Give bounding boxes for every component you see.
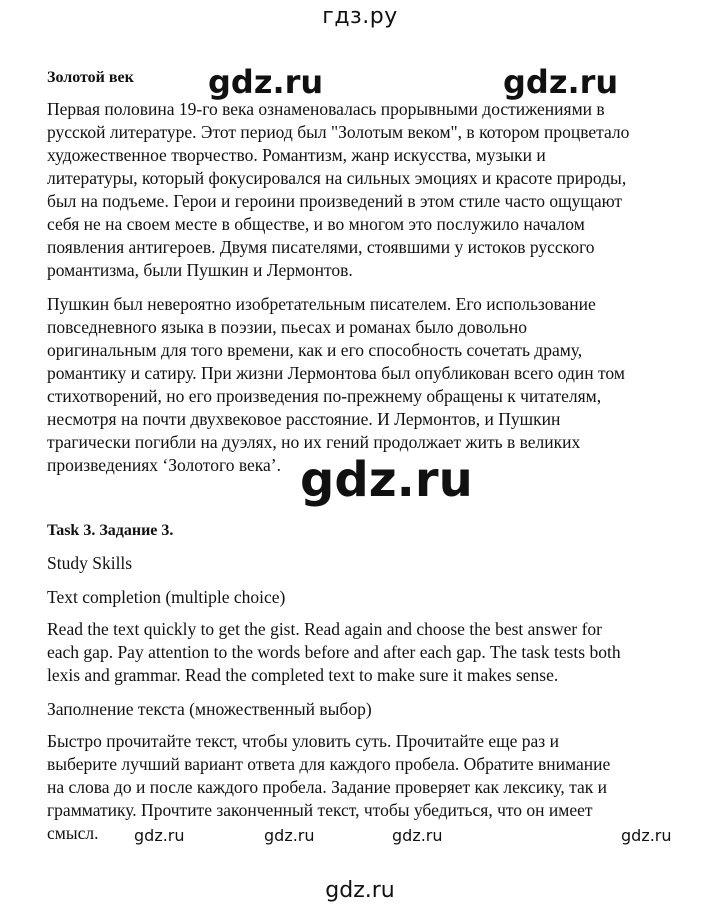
text-line: русской литературе. Этот период был "Золотым веком", в котором процветало — [47, 122, 630, 142]
task-title: Task 3. Задание 3. — [47, 522, 174, 539]
text-line: Пушкин был невероятно изобретательным писателем. Его использование — [47, 294, 596, 314]
watermark-bottom-3: gdz.ru — [392, 826, 443, 845]
text-line: романтику и сатиру. При жизни Лермонтова был опубликован всего один том — [47, 363, 625, 383]
text-line: Быстро прочитайте текст, чтобы уловить суть. Прочитайте еще раз и — [47, 731, 559, 751]
watermark-footer: gdz.ru — [325, 878, 395, 903]
subtitle-russian: Заполнение текста (множественный выбор) — [47, 699, 372, 719]
watermark-middle: gdz.ru — [300, 452, 473, 508]
text-line: each gap. Pay attention to the words before and after each gap. The task tests both — [47, 642, 621, 662]
site-header: гдз.ру — [322, 4, 398, 29]
text-line: lexis and grammar. Read the completed text to make sure it makes sense. — [47, 665, 559, 685]
text-line: романтизма, были Пушкин и Лермонтов. — [47, 260, 353, 280]
watermark-bottom-1: gdz.ru — [134, 826, 185, 845]
study-skills-label: Study Skills — [47, 553, 133, 573]
text-line: стихотворений, но его произведения по-прежнему обращены к читателям, — [47, 386, 602, 406]
text-line: был на подъеме. Герои и героини произведений в этом стиле часто ощущают — [47, 191, 623, 211]
watermark-top-right: gdz.ru — [503, 63, 619, 101]
text-line: грамматику. Прочтите законченный текст, чтобы убедиться, что он имеет — [47, 800, 593, 820]
text-line: Read the text quickly to get the gist. Read again and choose the best answer for — [47, 619, 602, 639]
text-line: себя не на своем месте в обществе, и во многом это послужило началом — [47, 214, 585, 234]
text-line: литературы, который фокусировался на сильных эмоциях и красоте природы, — [47, 168, 627, 188]
text-line: оригинальным для того времени, как и его способность сочетать драму, — [47, 340, 583, 360]
text-line: выберите лучший вариант ответа для каждого пробела. Обратите внимание — [47, 754, 611, 774]
section-title-golden-age: Золотой век — [47, 69, 134, 86]
text-line: трагически погибли на дуэлях, но их гений продолжает жить в великих — [47, 432, 581, 452]
subtitle-english: Text completion (multiple choice) — [47, 587, 286, 607]
paragraph-pushkin-lermontov — [47, 293, 687, 477]
text-line: повседневного языка в поэзии, пьесах и романах было довольно — [47, 317, 528, 337]
text-line: несмотря на почти двухвековое расстояние. И Лермонтов, и Пушкин — [47, 409, 561, 429]
text-line: Первая половина 19-го века ознаменовалась прорывными достижениями в — [47, 99, 605, 119]
watermark-bottom-4: gdz.ru — [621, 826, 672, 845]
watermark-bottom-2: gdz.ru — [264, 826, 315, 845]
text-line: смысл. — [47, 823, 99, 843]
text-line: произведениях ‘Золотого века’. — [47, 455, 281, 475]
watermark-top-left: gdz.ru — [208, 63, 324, 101]
text-line: на слова до и после каждого пробела. Задание проверяет как лексику, так и — [47, 777, 607, 797]
text-line: появления антигероев. Двумя писателями, стоявшими у истоков русского — [47, 237, 595, 257]
paragraph-romanticism — [47, 98, 687, 282]
instructions-english — [47, 618, 687, 687]
text-line: художественное творчество. Романтизм, жанр искусства, музыки и — [47, 145, 546, 165]
